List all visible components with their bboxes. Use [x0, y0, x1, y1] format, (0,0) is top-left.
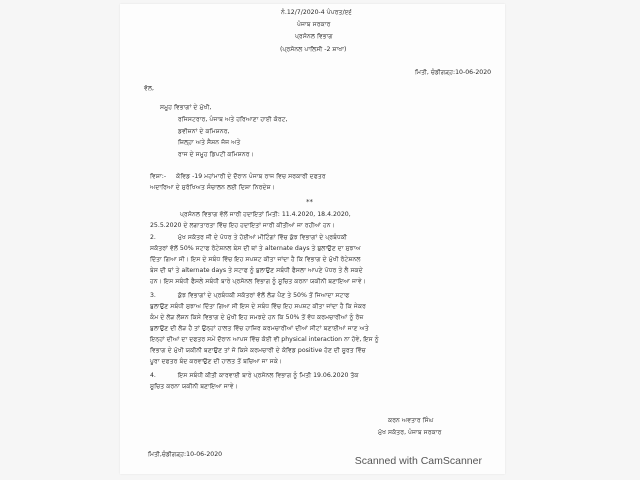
paragraph-2	[150, 232, 366, 287]
paragraph-line: ਦਿੱਤਾ ਗਿਆ ਸੀ। ਇਸ ਦੇ ਸਬੰਧ ਵਿੱਚ ਇਹ ਸਪਸ਼ਟ ਕੀਤਾ ਜਾਂਦਾ ਹੈ ਕਿ ਵਿਭਾਗ ਦੇ ਮੁੱਖੀ ਰੋਟੇਸ਼ਨਲ	[150, 256, 361, 263]
paragraph-line: ਮੁੱਖ ਸਕੱਤਰ ਜੀ ਦੇ ਪੱਧਰ ਤੇ ਹੋਈਆਂ ਮੀਟਿੰਗਾਂ ਵਿੱਚ ਕੁੱਝ ਵਿਭਾਗਾਂ ਦੇ ਪ੍ਰਬੰਧਕੀ	[177, 234, 347, 241]
subject-label: ਵਿਸ਼ਾ:-	[150, 173, 167, 180]
paragraph-line: ਕੁੱਝ ਵਿਭਾਗਾਂ ਦੇ ਪ੍ਰਬੰਧਕੀ ਸਕੱਤਰਾਂ ਵੱਲੋਂ ਲੋੜ ਪੈਣ ਤੇ 50% ਤੋਂ ਜਿਆਦਾ ਸਟਾਫ	[177, 292, 350, 299]
recipient-line: ਰਾਜ ਦੇ ਸਮੂਹ ਡਿਪਟੀ ਕਮਿਸ਼ਨਰ।	[178, 151, 254, 158]
subject-line: ਅਦਾਰਿਆ ਦੇ ਸੁਰੱਖਿਅਤ ਸੰਚਾਲਨ ਲਈ ਦਿਸ਼ਾ ਨਿਰਦੇਸ਼।	[150, 184, 275, 191]
paragraph-line-numbered	[150, 370, 359, 381]
paragraph-line: ਬੁਲਾਉਣ ਸਬੰਧੀ ਸੁਝਾਅ ਦਿੱਤਾ ਗਿਆ ਸੀ ਇਸ ਦੇ ਸਬੰਧ ਵਿੱਚ ਇਹ ਸਪਸ਼ਟ ਕੀਤਾ ਜਾਂਦਾ ਹੈ ਕਿ ਜੇਕਰ	[150, 303, 366, 310]
paragraph-number: 2.	[150, 234, 156, 241]
paragraph-line-numbered	[150, 232, 366, 243]
paragraph-line: ਬੇਸ ਦੀ ਥਾਂ ਤੇ alternate days ਤੇ ਸਟਾਫ ਨੂੰ ਬੁਲਾਉਣ ਸਬੰਧੀ ਫੈਸਲਾ ਆਪਣੇ ਪੱਧਰ ਤੇ ਲੈ ਸਕਦੇ	[150, 267, 363, 274]
paragraph-line: ਵਿਭਾਗ ਦੇ ਮੁੱਖੀ ਯਕੀਨੀ ਬਣਾਉਣ ਤਾਂ ਜੋ ਕਿਸੇ ਕਰਮਚਾਰੀ ਦੇ ਕੋਵਿਡ positive ਹੋਣ ਦੀ ਸੂਰਤ ਵਿੱਚ	[150, 347, 366, 354]
paragraph-line-numbered	[150, 290, 379, 301]
paragraph-number: 3.	[150, 292, 156, 299]
paragraph-line: ਸੂਚਿਤ ਕਰਨਾ ਯਕੀਨੀ ਬਣਾਇਆ ਜਾਵੇ।	[150, 383, 238, 390]
paragraph-line: ਸਕੱਤਰਾਂ ਵੱਲੋਂ 50% ਸਟਾਫ ਰੋਟੇਸ਼ਨਲ ਬੇਸ ਦੀ ਥਾਂ ਤੇ alternate days ਤੇ ਬੁਲਾਉਣ ਦਾ ਸੁਝਾਅ	[150, 245, 361, 252]
reference-number: ਨੰ.12/7/2020-4 ਪੰਪਰਤ/ੲ੬	[281, 9, 352, 16]
recipient-line: ਜ਼ਿਲ੍ਹਾ ਅਤੇ ਸੈਸ਼ਨ ਜੱਜ ਅਤੇ	[178, 139, 241, 146]
paragraph-1	[150, 209, 351, 231]
paragraph-line: ਇਨ੍ਹਾਂ ਦੀਆਂ ਦਾ ਦਫਤਰ ਸਮੇਂ ਦੌਰਾਨ ਆਪਸ ਵਿੱਚ ਕੋਈ ਵੀ physical interaction ਨਾ ਹੋਵੇ, ਇਸ ਨੂੰ	[150, 336, 379, 343]
separator-stars: **	[306, 198, 313, 206]
paragraph-line: 25.5.2020 ਦੇ ਲਗਾਤਾਰਤਾ ਵਿੱਚ ਇਹ ਹਦਾਇਤਾਂ ਜਾਰੀ ਕੀਤੀਆਂ ਜਾ ਰਹੀਆਂ ਹਨ।	[150, 222, 335, 229]
recipient-line: ਰਜਿਸਟਰਾਰ, ਪੰਜਾਬ ਅਤੇ ਹਰਿਆਣਾ ਹਾਈ ਕੋਰਟ,	[178, 116, 288, 123]
paragraph-line: ਇਸ ਸਬੰਧੀ ਕੀਤੀ ਕਾਰਵਾਈ ਬਾਰੇ ਪ੍ਰਸੋਨਲ ਵਿਭਾਗ ਨੂੰ ਮਿਤੀ 19.06.2020 ਤੱਕ	[177, 372, 359, 379]
paragraph-line: ਕੰਮ ਦੇ ਲੋੜ ਲੋਸ਼ਨ ਕਿਸੇ ਵਿਭਾਗ ਦੇ ਮੁੱਖੀ ਇਹ ਸਮਝਦੇ ਹਨ ਕਿ 50% ਤੋਂ ਵੱਧ ਕਰਮਚਾਰੀਆਂ ਨੂੰ ਰੋਜ਼	[150, 314, 364, 321]
recipient-line: ਡਵੀਜ਼ਨਾਂ ਦੇ ਕਮਿਸ਼ਨਰ,	[178, 128, 230, 135]
subject-line: ਕੋਵਿਡ -19 ਮਹਾਂਮਾਰੀ ਦੇ ਦੌਰਾਨ ਪੰਜਾਬ ਰਾਜ ਵਿਚ ਸਰਕਾਰੀ ਦਫਤਰ	[176, 173, 326, 180]
header-department: ਪ੍ਰਸੋਨਲ ਵਿਭਾਗ	[295, 33, 333, 40]
to-label: ਵੱਲ,	[144, 85, 155, 92]
paragraph-line: ਹਨ। ਇਸ ਸਬੰਧੀ ਫੈਸਲੇ ਸਬੰਧੀ ਬਾਰੇ ਪ੍ਰਸੋਨਲ ਵਿਭਾਗ ਨੂੰ ਸੂਚਿਤ ਕਰਨਾ ਯਕੀਨੀ ਬਣਾਇਆ ਜਾਵੇ।	[150, 278, 366, 285]
date-top: ਮਿਤੀ, ਚੰਡੀਗੜ੍ਹ:10-06-2020	[415, 69, 492, 76]
paragraph-4	[150, 370, 359, 392]
paragraph-line: ਪੂਰਾ ਦਫਤਰ ਬੰਦ ਕਰਵਾਉਣ ਦੀ ਹਾਲਤ ਤੋਂ ਬਚਿਆ ਜਾ ਸਕੇ।	[150, 358, 283, 365]
date-bottom: ਮਿਤੀ,ਚੰਡੀਗੜ੍ਹ:10-06-2020	[148, 451, 223, 458]
signatory-name: ਕਰਨ ਅਵਤਾਰ ਸਿੰਘ	[388, 417, 434, 424]
header-government: ਪੰਜਾਬ ਸਰਕਾਰ	[297, 21, 331, 28]
recipient-line: ਸਮੂਹ ਵਿਭਾਗਾਂ ਦੇ ਮੁੱਖੀ,	[160, 104, 212, 111]
signatory-designation: ਮੁੱਖ ਸਕੱਤਰ, ਪੰਜਾਬ ਸਰਕਾਰ	[378, 429, 442, 436]
document-page	[120, 4, 505, 474]
paragraph-number: 4.	[150, 372, 156, 379]
header-branch: (ਪ੍ਰਸੋਨਲ ਪਾਲਿਸੀ -2 ਸ਼ਾਖਾ)	[280, 46, 347, 53]
paragraph-line: ਬੁਲਾਉਣ ਦੀ ਲੋੜ ਹੈ ਤਾਂ ਉਨ੍ਹਾਂ ਹਾਲਤ ਵਿੱਚ ਹਾਜ਼ਿਰ ਕਰਮਚਾਰੀਆਂ ਦੀਆਂ ਸੀਟਾਂ ਬਣਾਈਆਂ ਜਾਣ ਅਤੇ	[150, 325, 369, 332]
paragraph-3	[150, 290, 379, 367]
camscanner-watermark: Scanned with CamScanner	[354, 455, 482, 467]
paragraph-line: ਪ੍ਰਸੋਨਲ ਵਿਭਾਗ ਵੱਲੋਂ ਜਾਰੀ ਹਦਾਇਤਾਂ ਮਿਤੀ: 11.4.2020, 18.4.2020,	[180, 211, 351, 218]
